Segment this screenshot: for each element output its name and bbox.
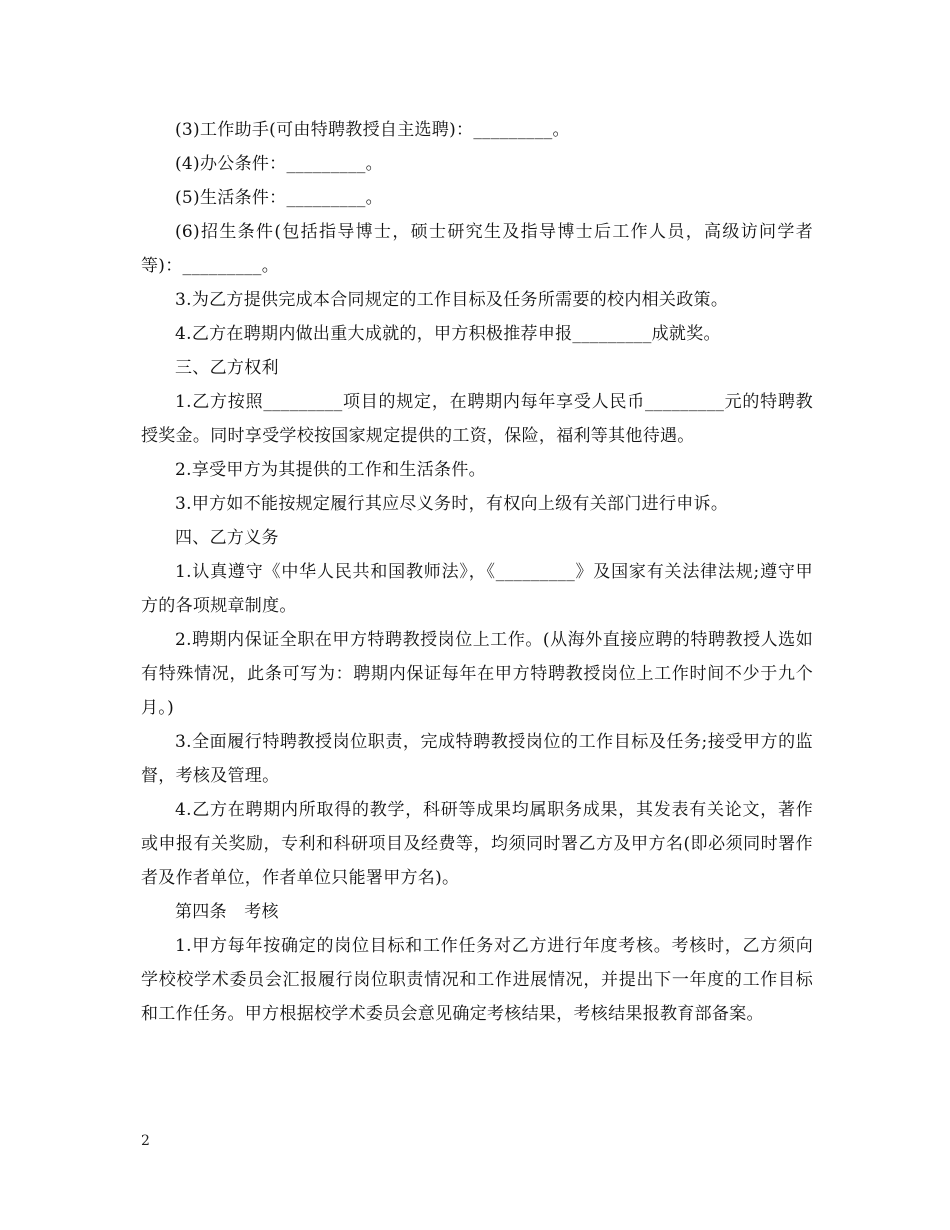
paragraph-enrollment-conditions: (6)招生条件(包括指导博士，硕士研究生及指导博士后工作人员，高级访问学者等)：_________。 — [141, 222, 813, 276]
paragraph-work-assistant: (3)工作助手(可由特聘教授自主选聘)：_________。 — [175, 120, 570, 140]
article-heading-assessment: 第四条 考核 — [175, 902, 279, 922]
section-heading-party-b-obligations: 四、乙方义务 — [175, 528, 279, 548]
paragraph-bonus: 1.乙方按照_________项目的规定，在聘期内每年享受人民币_________元的特聘教授奖金。同时享受学校按国家规定提供的工资，保险，福利等其他待遇。 — [141, 392, 813, 446]
paragraph-policy-support: 3.为乙方提供完成本合同规定的工作目标及任务所需要的校内相关政策。 — [175, 290, 729, 310]
paragraph-achievement-award: 4.乙方在聘期内做出重大成就的，甲方积极推荐申报_________成就奖。 — [175, 324, 721, 344]
paragraph-full-time: 2.聘期内保证全职在甲方特聘教授岗位上工作。(从海外直接应聘的特聘教授人选如有特殊情况，此条可写为：聘期内保证每年在甲方特聘教授岗位上工作时间不少于九个月。) — [141, 630, 813, 718]
paragraph-work-life-conditions: 2.享受甲方为其提供的工作和生活条件。 — [175, 460, 486, 480]
paragraph-duties: 3.全面履行特聘教授岗位职责，完成特聘教授岗位的工作目标及任务;接受甲方的监督，考核及管理。 — [141, 732, 813, 786]
paragraph-living-conditions: (5)生活条件：_________。 — [175, 188, 383, 208]
paragraph-achievements-ownership: 4.乙方在聘期内所取得的教学，科研等成果均属职务成果，其发表有关论文，著作或申报有关奖励，专利和科研项目及经费等，均须同时署乙方及甲方名(即必须同时署作者及作者单位，作者单位只能署甲方名)。 — [141, 800, 813, 888]
paragraph-appeal-right: 3.甲方如不能按规定履行其应尽义务时，有权向上级有关部门进行申诉。 — [175, 494, 729, 514]
paragraph-obey-laws: 1.认真遵守《中华人民共和国教师法》，《_________》及国家有关法律法规;遵守甲方的各项规章制度。 — [141, 562, 813, 616]
page-number: 2 — [141, 1133, 150, 1149]
section-heading-party-b-rights: 三、乙方权利 — [175, 358, 279, 378]
paragraph-annual-assessment: 1.甲方每年按确定的岗位目标和工作任务对乙方进行年度考核。考核时，乙方须向学校校学术委员会汇报履行岗位职责情况和工作进展情况，并提出下一年度的工作目标和工作任务。甲方根据校学术委员会意见确定考核结果，考核结果报教育部备案。 — [141, 936, 813, 1024]
document-body — [141, 113, 813, 1031]
paragraph-office-conditions: (4)办公条件：_________。 — [175, 154, 383, 174]
